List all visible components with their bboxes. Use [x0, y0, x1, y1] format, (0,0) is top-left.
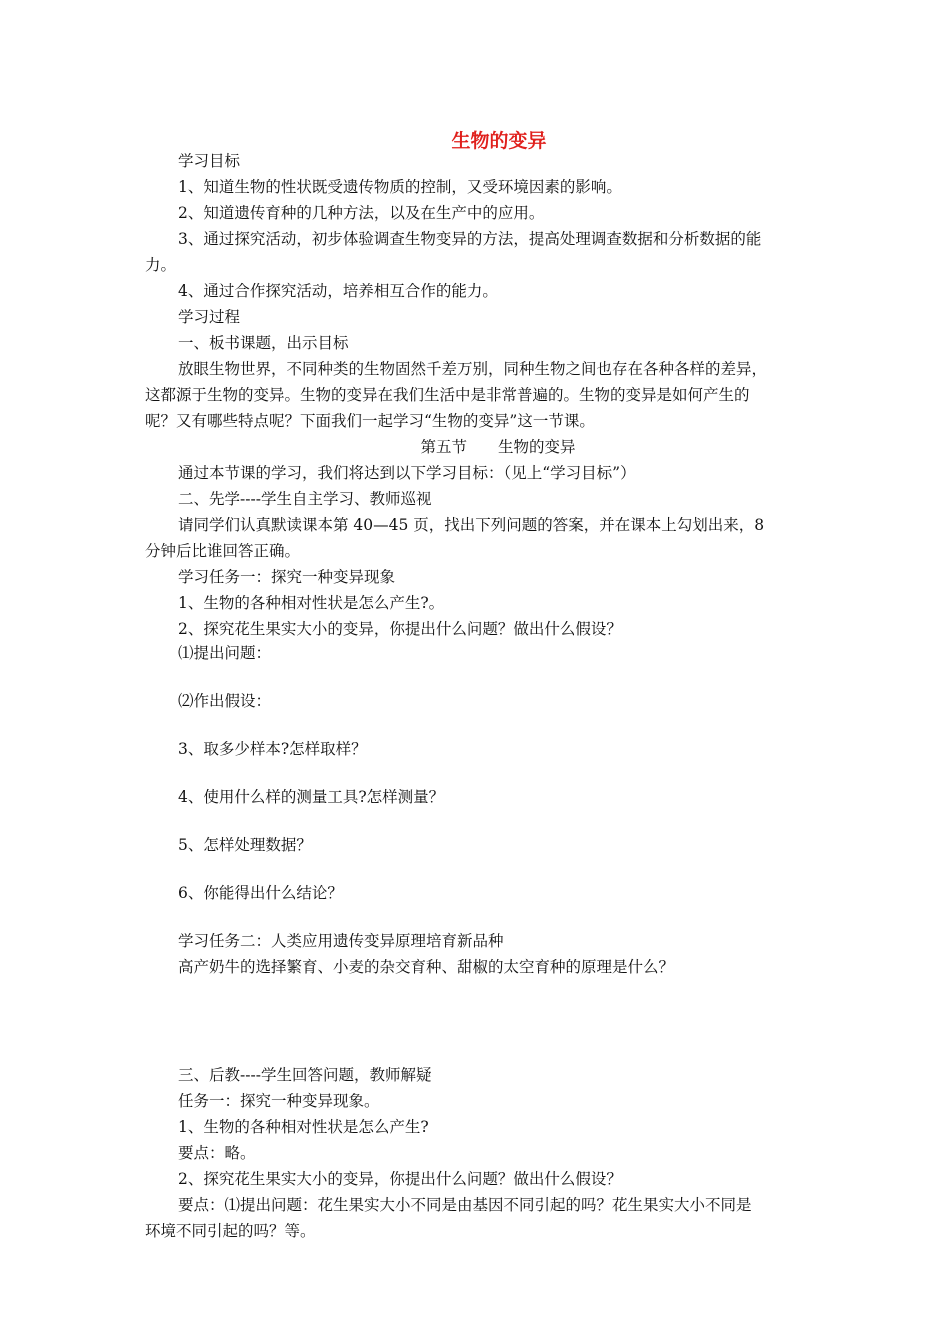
reading-instruction-line-2: 分钟后比谁回答正确。	[145, 542, 301, 560]
objective-3: 3、通过探究活动，初步体验调查生物变异的方法，提高处理调查数据和分析数据的能	[178, 230, 762, 248]
task-2-heading: 学习任务二：人类应用遗传变异原理培育新品种	[178, 932, 504, 950]
answer-question-1: 1、生物的各种相对性状是怎么产生?	[178, 1118, 429, 1136]
heading-learning-objectives: 学习目标	[178, 152, 241, 170]
objective-1: 1、知道生物的性状既受遗传物质的控制，又受环境因素的影响。	[178, 178, 622, 196]
intro-paragraph-line-1: 放眼生物世界，不同种类的生物固然千差万别，同种生物之间也存在各种各样的差异，	[178, 360, 768, 378]
answer-point-2-line-1: 要点：⑴提出问题：花生果实大小不同是由基因不同引起的吗？花生果实大小不同是	[178, 1196, 752, 1214]
task-1-question-1: 1、生物的各种相对性状是怎么产生?。	[178, 594, 445, 612]
answer-point-2-line-2: 环境不同引起的吗？等。	[145, 1222, 316, 1240]
task-1-question-2: 2、探究花生果实大小的变异，你提出什么问题？做出什么假设？	[178, 620, 622, 638]
answer-point-1: 要点：略。	[178, 1144, 256, 1162]
task-2-question: 高产奶牛的选择繁育、小麦的杂交育种、甜椒的太空育种的原理是什么？	[178, 958, 675, 976]
task-1-question-6: 6、你能得出什么结论？	[178, 884, 343, 902]
intro-paragraph-line-3: 呢？又有哪些特点呢？下面我们一起学习“生物的变异”这一节课。	[145, 412, 595, 430]
sub-question-raise-problem: ⑴提出问题：	[178, 644, 272, 662]
task-1-question-3: 3、取多少样本?怎样取样？	[178, 740, 367, 758]
objective-3-cont: 力。	[145, 256, 177, 274]
task-1-question-5: 5、怎样处理数据？	[178, 836, 312, 854]
reading-instruction-line-1: 请同学们认真默读课本第 40—45 页，找出下列问题的答案，并在课本上勾划出来，8	[178, 516, 765, 534]
answer-question-2: 2、探究花生果实大小的变异，你提出什么问题？做出什么假设？	[178, 1170, 622, 1188]
section-title: 第五节 生物的变异	[420, 438, 576, 456]
intro-paragraph-line-2: 这都源于生物的变异。生物的变异在我们生活中是非常普遍的。生物的变异是如何产生的	[145, 386, 750, 404]
task-1-heading: 学习任务一：探究一种变异现象	[178, 568, 396, 586]
objective-4: 4、通过合作探究活动，培养相互合作的能力。	[178, 282, 498, 300]
answer-task-1-heading: 任务一：探究一种变异现象。	[178, 1092, 380, 1110]
objective-reference: 通过本节课的学习，我们将达到以下学习目标：（见上“学习目标”）	[178, 464, 636, 482]
task-1-question-4: 4、使用什么样的测量工具?怎样测量？	[178, 788, 445, 806]
step-1-heading: 一、板书课题，出示目标	[178, 334, 349, 352]
objective-2: 2、知道遗传育种的几种方法，以及在生产中的应用。	[178, 204, 545, 222]
heading-learning-process: 学习过程	[178, 308, 241, 326]
sub-question-hypothesis: ⑵作出假设：	[178, 692, 272, 710]
step-2-heading: 二、先学----学生自主学习、教师巡视	[178, 490, 432, 508]
step-3-heading: 三、后教----学生回答问题，教师解疑	[178, 1066, 432, 1084]
page-title: 生物的变异	[451, 130, 547, 152]
